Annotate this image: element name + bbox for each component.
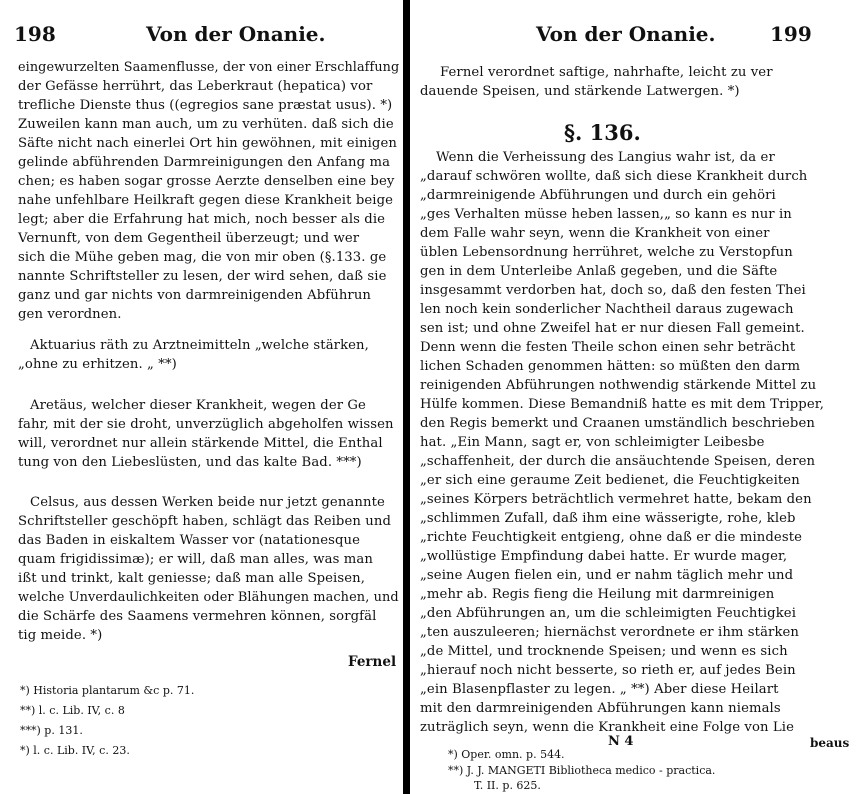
text-line: „ges Verhalten müsse heben lassen,„ so kann es nur in (420, 207, 792, 222)
footnote: *) l. c. Lib. IV, c. 23. (20, 744, 130, 757)
text-line: „ein Blasenpflaster zu legen. „ **) Aber diese Heilart (420, 682, 779, 697)
text-line: den Regis bemerkt und Craanen umständlich beschrieben (420, 416, 815, 431)
text-line: nahe unfehlbare Heilkraft gegen diese Krankheit beige (18, 193, 394, 208)
right-running-head: Von der Onanie. (536, 22, 716, 46)
text-line: die Schärfe des Saamens vermehren können, sorgfäl (18, 609, 377, 624)
text-line: „hierauf noch nicht besserte, so rieth er, auf jedes Bein (420, 663, 796, 678)
text-line: ißt und trinkt, kalt geniesse; daß man alle Speisen, (18, 571, 366, 586)
text-line: Denn wenn die festen Theile schon einen sehr beträcht (420, 340, 796, 355)
footnote: **) J. J. MANGETI Bibliotheca medico - practica. (448, 764, 716, 777)
text-line: „darauf schwören wollte, daß sich diese Krankheit durch (420, 169, 808, 184)
text-line: nannte Schriftsteller zu lesen, der wird sehen, daß sie (18, 269, 387, 284)
left-page (0, 0, 403, 794)
right-page-number: 199 (770, 22, 812, 46)
text-line: das Baden in eiskaltem Wasser vor (natationesque (18, 533, 361, 548)
text-line: lichen Schaden genommen hätten: so müßten den darm (420, 359, 801, 374)
text-line: dauende Speisen, und stärkende Latwergen. *) (420, 84, 740, 99)
text-line: zuträglich seyn, wenn die Krankheit eine Folge von Lie (420, 720, 794, 735)
text-line: „mehr ab. Regis fieng die Heilung mit darmreinigen (420, 587, 775, 602)
right-page (410, 0, 864, 794)
text-line: sich die Mühe geben mag, die von mir oben (§.133. ge (18, 250, 387, 265)
footnote: *) Oper. omn. p. 544. (448, 748, 565, 761)
text-line: trefliche Dienste thus ((egregios sane præstat usus). *) (18, 98, 393, 113)
footnote: T. II. p. 625. (474, 779, 541, 792)
text-line: „schaffenheit, der durch die ansäuchtende Speisen, deren (420, 454, 816, 469)
text-line: hat. „Ein Mann, sagt er, von schleimigter Leibesbe (420, 435, 765, 450)
left-catchword: Fernel (348, 654, 397, 670)
text-line: gelinde abführenden Darmreinigungen den Anfang ma (18, 155, 391, 170)
text-line: „ohne zu erhitzen. „ **) (18, 357, 177, 372)
footnote: *) Historia plantarum &c p. 71. (20, 684, 195, 697)
text-line: „er sich eine geraume Zeit bedienet, die Feuchtigkeiten (420, 473, 800, 488)
text-line: dem Falle wahr seyn, wenn die Krankheit von einer (420, 226, 770, 241)
left-page-number: 198 (14, 22, 56, 46)
text-line: fahr, mit der sie droht, unverzüglich abgeholfen wissen (18, 417, 394, 432)
text-line: mit den darmreinigenden Abführungen kann niemals (420, 701, 781, 716)
text-line: „seine Augen fielen ein, und er nahm täglich mehr und (420, 568, 794, 583)
text-line: quam frigidissimæ); er will, daß man alles, was man (18, 552, 373, 567)
page-gutter-divider (403, 0, 410, 794)
text-line: „seines Körpers beträchtlich vermehret hatte, bekam den (420, 492, 812, 507)
text-line: ganz und gar nichts von darmreinigenden Abführun (18, 288, 372, 303)
text-line: „schlimmen Zufall, daß ihm eine wässerigte, rohe, kleb (420, 511, 796, 526)
text-line: will, verordnet nur allein stärkende Mittel, die Enthal (18, 436, 383, 451)
text-line: der Gefässe herrührt, das Leberkraut (hepatica) vor (18, 79, 373, 94)
text-line: sen ist; und ohne Zweifel hat er nur diesen Fall gemeint. (420, 321, 805, 336)
text-line: Wenn die Verheissung des Langius wahr ist, da er (436, 150, 775, 165)
text-line: chen; es haben sogar grosse Aerzte denselben eine bey (18, 174, 395, 189)
text-line: tung von den Liebeslüsten, und das kalte Bad. ***) (18, 455, 362, 470)
text-line: „de Mittel, und trocknende Speisen; und wenn es sich (420, 644, 788, 659)
text-line: Schriftsteller geschöpft haben, schlägt das Reiben und (18, 514, 391, 529)
left-running-head: Von der Onanie. (146, 22, 326, 46)
footnote: ***) p. 131. (20, 724, 83, 737)
text-line: eingewurzelten Saamenflusse, der von einer Erschlaffung (18, 60, 400, 75)
text-line: tig meide. *) (18, 628, 103, 643)
text-line: „richte Feuchtigkeit entgieng, ohne daß er die mindeste (420, 530, 802, 545)
footnote: **) l. c. Lib. IV, c. 8 (20, 704, 125, 717)
text-line: reinigenden Abführungen nothwendig stärkende Mittel zu (420, 378, 817, 393)
text-line: „ten auszuleeren; hiernächst verordnete er ihm stärken (420, 625, 800, 640)
text-line: Hülfe kommen. Diese Bemandniß hatte es mit dem Tripper, (420, 397, 825, 412)
text-line: gen in dem Unterleibe Anlaß gegeben, und die Säfte (420, 264, 778, 279)
text-line: Aktuarius räth zu Arztneimitteln „welche stärken, (30, 338, 369, 353)
text-line: „den Abführungen an, um die schleimigten Feuchtigkei (420, 606, 797, 621)
text-line: Fernel verordnet saftige, nahrhafte, leicht zu ver (440, 65, 773, 80)
signature-mark: N 4 (608, 734, 634, 749)
text-line: „wollüstige Empfindung dabei hatte. Er wurde mager, (420, 549, 788, 564)
text-line: Aretäus, welcher dieser Krankheit, wegen der Ge (30, 398, 366, 413)
text-line: insgesammt verdorben hat, doch so, daß den festen Thei (420, 283, 806, 298)
text-line: gen verordnen. (18, 307, 122, 322)
section-heading: §. 136. (564, 120, 641, 145)
text-line: Vernunft, von dem Gegentheil überzeugt; und wer (18, 231, 360, 246)
text-line: „darmreinigende Abführungen und durch ein gehöri (420, 188, 776, 203)
text-line: Celsus, aus dessen Werken beide nur jetzt genannte (30, 495, 385, 510)
text-line: Zuweilen kann man auch, um zu verhüten. daß sich die (18, 117, 394, 132)
text-line: üblen Lebensordnung herrühret, welche zu Verstopfun (420, 245, 793, 260)
text-line: welche Unverdaulichkeiten oder Blähungen machen, und (18, 590, 399, 605)
text-line: Säfte nicht nach einerlei Ort hin gewöhnen, mit einigen (18, 136, 397, 151)
right-catchword: beaus (810, 736, 850, 750)
text-line: len noch kein sonderlicher Nachtheil daraus zugewach (420, 302, 794, 317)
text-line: legt; aber die Erfahrung hat mich, noch besser als die (18, 212, 386, 227)
